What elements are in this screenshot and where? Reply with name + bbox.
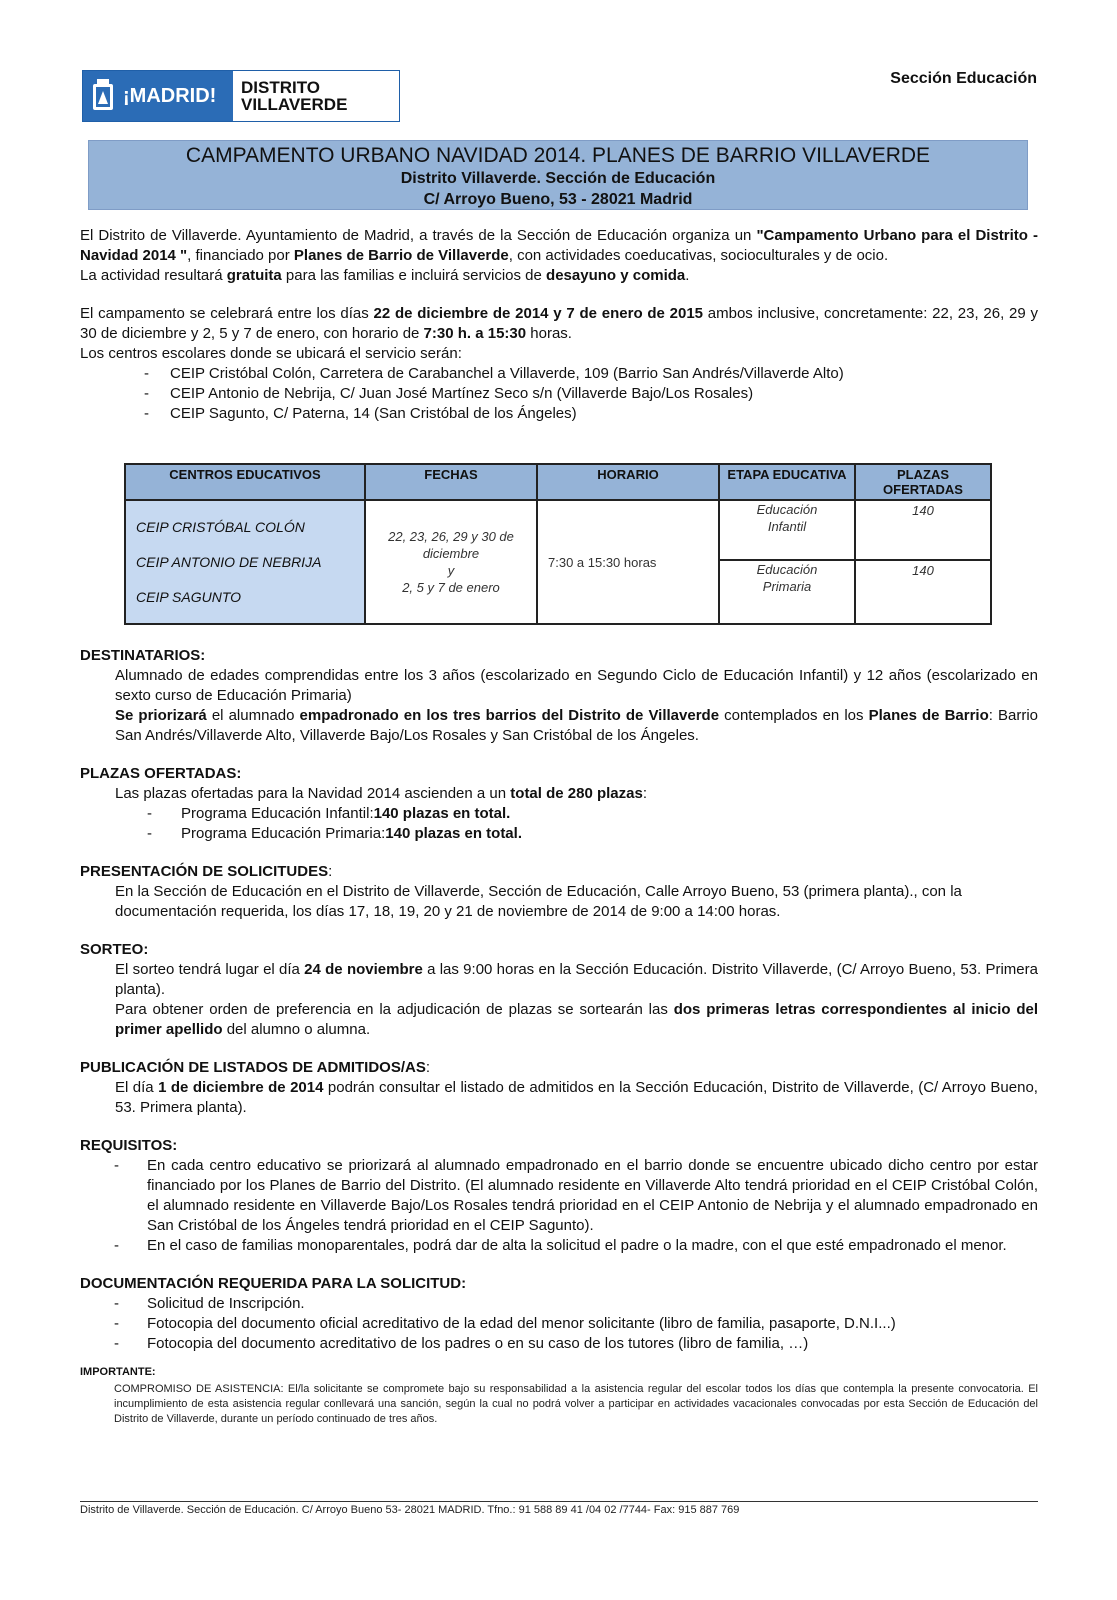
intro-campamento: "Campamento Urbano para el Distrito - Navidad 2014 " (80, 227, 1038, 264)
documento-item: Fotocopia del documento acreditativo de los padres o en su caso de los tutores (libro de familia, …) (147, 1335, 809, 1352)
hours-cell: 7:30 a 15:30 horas (537, 500, 719, 624)
schedule-table (124, 463, 992, 625)
logo-line1: DISTRITO (241, 78, 321, 97)
address-title: C/ Arroyo Bueno, 53 - 28021 Madrid (423, 191, 693, 208)
seats-cell (855, 560, 991, 624)
center-name: CEIP CRISTÓBAL COLÓN (136, 518, 305, 535)
plazas-item-value: 140 plazas en total. (385, 825, 522, 842)
intro-text: El Distrito de Villaverde. Ayuntamiento de Madrid, a través de la Sección de Educación organiza un (80, 227, 757, 244)
stage-primaria: Educación Primaria (756, 562, 818, 594)
sorteo-p2 (115, 1000, 1038, 1040)
presentacion-heading: PRESENTACIÓN DE SOLICITUDES (80, 863, 329, 880)
logo-district (233, 71, 347, 121)
barrios-text: : Barrio San Andrés/Villaverde Alto, Villaverde Bajo/Los Rosales y San Cristóbal de los Ángeles. (115, 707, 1039, 744)
sorteo-date: 24 de noviembre (304, 961, 423, 978)
plazas-section (80, 784, 1038, 844)
seats-primaria: 140 (912, 563, 934, 578)
plazas-list (115, 804, 1038, 844)
presentacion-heading-line (80, 862, 1038, 882)
centers-list (80, 364, 1038, 424)
publicacion-heading: PUBLICACIÓN DE LISTADOS DE ADMITIDOS/AS (80, 1059, 426, 1076)
document-body-2 (80, 646, 1038, 1427)
sorteo-text: El sorteo tendrá lugar el día (115, 961, 305, 978)
publicacion-text-2: podrán consultar el listado de admitidos en la Sección Educación, Distrito de Villaverde, (C/ Arroyo Bueno, 53. Primera planta). (115, 1079, 1038, 1116)
table-row (125, 500, 991, 560)
plazas-p1 (115, 784, 1038, 804)
document-body (80, 226, 1038, 424)
intro-text-3: , con actividades coeducativas, socioculturales y de ocio. (508, 247, 889, 264)
logo-line2: VILLAVERDE (241, 95, 348, 114)
documentacion-list (80, 1294, 1038, 1354)
col-header: PLAZAS OFERTADAS (855, 464, 991, 500)
madrid-villaverde-logo (82, 70, 400, 122)
publicacion-colon: : (425, 1059, 431, 1076)
destinatarios-p1: Alumnado de edades comprendidas entre los 3 años (escolarizado en Segundo Ciclo de Educación Infantil) y 12 años (escolarizado en sexto curso de Educación Primaria) (115, 667, 1038, 704)
gratuita-text: La actividad resultará (80, 267, 227, 284)
col-header: CENTROS EDUCATIVOS (125, 464, 365, 500)
intro-gratuita (80, 266, 1038, 286)
list-item: - Programa Educación Primaria: 140 plazas en total. (147, 825, 522, 842)
list-item: - Fotocopia del documento oficial acreditativo de la edad del menor solicitante (libro de familia, pasaporte, D.N.I...) (114, 1315, 896, 1332)
sorteo-p1 (115, 960, 1038, 1000)
presentacion-colon: : (328, 863, 333, 880)
requisitos-list (80, 1156, 1038, 1256)
gratuita-end: . (685, 267, 690, 284)
fechas-line: y (447, 563, 455, 578)
table-header-row (125, 464, 991, 500)
seats-infantil: 140 (912, 503, 934, 518)
dates-text: El campamento se celebrará entre los días (80, 305, 374, 322)
list-item: - En el caso de familias monoparentales, podrá dar de alta la solicitud el padre o la madre, con el que esté empadronado el menor. (114, 1237, 1007, 1254)
plazas-item-value: 140 plazas en total. (373, 805, 511, 822)
center-item: CEIP Sagunto, C/ Paterna, 14 (San Cristóbal de los Ángeles) (170, 405, 577, 422)
plazas-item-label: Programa Educación Infantil: (181, 805, 374, 822)
plazas-heading: PLAZAS OFERTADAS: (80, 765, 242, 782)
seats-cell (855, 500, 991, 560)
list-item: - CEIP Cristóbal Colón, Carretera de Carabanchel a Villaverde, 109 (Barrio San Andrés/Villaverde Alto) (144, 365, 844, 382)
centers-cell (125, 500, 365, 624)
col-header: FECHAS (365, 464, 537, 500)
requisito-item: En el caso de familias monoparentales, podrá dar de alta la solicitud el padre o la madre, con el que esté empadronado el menor. (147, 1237, 1007, 1254)
desayuno-bold: desayuno y comida (546, 267, 686, 284)
intro-planes: Planes de Barrio de Villaverde (293, 247, 509, 264)
centers-intro: Los centros escolares donde se ubicará el servicio serán: (80, 345, 462, 362)
intro-text-2: , financiado por (187, 247, 294, 264)
hours-bold: 7:30 h. a 15:30 (423, 325, 527, 342)
stage-cell (719, 560, 855, 624)
planes-bold: Planes de Barrio (868, 707, 989, 724)
documento-item: Solicitud de Inscripción. (147, 1295, 305, 1312)
center-name: CEIP ANTONIO DE NEBRIJA (136, 553, 322, 570)
title-box (88, 140, 1028, 210)
destinatarios-p2 (115, 706, 1038, 746)
center-item: CEIP Cristóbal Colón, Carretera de Carabanchel a Villaverde, 109 (Barrio San Andrés/Villaverde Alto) (170, 365, 844, 382)
prioriza-text-2: contemplados en los (719, 707, 869, 724)
destinatarios-heading: DESTINATARIOS: (80, 647, 206, 664)
plazas-total: total de 280 plazas (510, 785, 643, 802)
sorteo-text-4: del alumno o alumna. (222, 1021, 371, 1038)
sorteo-letters: dos primeras letras correspondientes al inicio del primer apellido (115, 1001, 1038, 1038)
main-title: CAMPAMENTO URBANO NAVIDAD 2014. PLANES DE BARRIO VILLAVERDE (185, 144, 931, 167)
col-header: ETAPA EDUCATIVA (719, 464, 855, 500)
requisito-item: En cada centro educativo se priorizará al alumnado empadronado en el barrio donde se encuentre ubicado dicho centro por estar financiado por los Planes de Barrio del Distrito. (El alumnado residente en Villaverde Alto tendrá prioridad en el CEIP Cristóbal Colón, el alumnado residente en Villaverde Bajo/Los Rosales tendrá prioridad en el CEIP Antonio de Nebrija y el alumnado empadronado en San Cristóbal de los Ángeles tendrá prioridad en el CEIP Sagunto). (147, 1157, 1038, 1234)
fechas-line: 22, 23, 26, 29 y 30 de diciembre (388, 529, 514, 561)
sorteo-section (80, 960, 1038, 1040)
documento-item: Fotocopia del documento oficial acreditativo de la edad del menor solicitante (libro de familia, pasaporte, D.N.I...) (147, 1315, 896, 1332)
col-header: HORARIO (537, 464, 719, 500)
fechas-line: 2, 5 y 7 de enero (402, 580, 500, 595)
list-item: - Solicitud de Inscripción. (114, 1295, 305, 1312)
section-label: Sección Educación (890, 70, 1037, 87)
dates-paragraph (80, 304, 1038, 344)
list-item: - CEIP Sagunto, C/ Paterna, 14 (San Cristóbal de los Ángeles) (144, 405, 577, 422)
subtitle: Distrito Villaverde. Sección de Educación (400, 170, 716, 187)
importante-heading: IMPORTANTE: (80, 1366, 156, 1378)
publicacion-heading-line (80, 1058, 1038, 1078)
plazas-colon: : (642, 785, 648, 802)
prioriza-text: el alumnado (206, 707, 300, 724)
logo-blue-panel (83, 71, 233, 121)
plazas-item-label: Programa Educación Primaria: (181, 825, 386, 842)
gratuita-bold: gratuita (226, 267, 282, 284)
stage-infantil: Educación Infantil (756, 502, 818, 534)
publicacion-date: 1 de diciembre de 2014 (158, 1079, 324, 1096)
footer-address: Distrito de Villaverde. Sección de Educación. C/ Arroyo Bueno 53- 28021 MADRID. Tfno.: 91 588 89 41 /04 02 /7744- Fax: 915 887 769 (80, 1504, 740, 1516)
sorteo-text-2: a las 9:00 horas en la Sección Educación. Distrito Villaverde, (C/ Arroyo Bueno, 53. Primera planta). (115, 961, 1038, 998)
intro-paragraph (80, 226, 1038, 266)
destinatarios-section (80, 666, 1038, 746)
sorteo-heading: SORTEO: (80, 941, 149, 958)
dates-end: horas. (526, 325, 572, 342)
list-item: - Fotocopia del documento acreditativo de los padres o en su caso de los tutores (libro de familia, …) (114, 1335, 809, 1352)
dates-bold: 22 de diciembre de 2014 y 7 de enero de 2015 (373, 305, 704, 322)
center-name: CEIP SAGUNTO (136, 588, 242, 605)
requisitos-heading: REQUISITOS: (80, 1137, 178, 1154)
dates-cell (365, 500, 537, 624)
importante-text: COMPROMISO DE ASISTENCIA: El/la solicitante se compromete bajo su responsabilidad a la asistencia regular del escolar todos los días que contempla la presente convocatoria. El incumplimiento de esta asistencia regular conllevará una sanción, según la cual no podrá volver a participar en actividades vacacionales convocadas por esta Sección de Educación del Distrito de Villaverde, durante un período continuado de tres años. (114, 1383, 1038, 1425)
prioriza-bold: Se priorizará (115, 707, 207, 724)
dates-text-2: ambos inclusive, concretamente: 22, 23, 26, 29 y 30 de diciembre y 2, 5 y 7 de enero, con horario de (80, 305, 1038, 342)
footer-divider (80, 1501, 1038, 1502)
list-item: - Programa Educación Infantil: 140 plazas en total. (147, 805, 511, 822)
documentacion-heading: DOCUMENTACIÓN REQUERIDA PARA LA SOLICITUD: (80, 1275, 467, 1292)
sorteo-text-3: Para obtener orden de preferencia en la adjudicación de plazas se sortearán las (115, 1001, 674, 1018)
stage-cell (719, 500, 855, 560)
gratuita-text-2: para las familias e incluirá servicios de (281, 267, 547, 284)
presentacion-p1: En la Sección de Educación en el Distrito de Villaverde, Sección de Educación, Calle Arroyo Bueno, 53 (primera planta)., con la documentación requerida, los días 17, 18, 19, 20 y 21 de noviembre de 2014 de 9:00 a 14:00 horas. (115, 883, 962, 920)
madrid-crest-icon (91, 78, 115, 114)
publicacion-text: El día (115, 1079, 159, 1096)
publicacion-p1 (80, 1078, 1038, 1118)
list-item: - En cada centro educativo se priorizará al alumnado empadronado en el barrio donde se encuentre ubicado dicho centro por estar financiado por los Planes de Barrio del Distrito. (El alumnado residente en Villaverde Alto tendrá prioridad en el CEIP Cristóbal Colón, el alumnado residente en Villaverde Bajo/Los Rosales tendrá prioridad en el CEIP Antonio de Nebrija y el alumnado empadronado en San Cristóbal de los Ángeles tendrá prioridad en el CEIP Sagunto). (114, 1157, 1038, 1234)
list-item: - CEIP Antonio de Nebrija, C/ Juan José Martínez Seco s/n (Villaverde Bajo/Los Rosales) (144, 385, 754, 402)
empadronado-bold: empadronado en los tres barrios del Distrito de Villaverde (299, 707, 720, 724)
center-item: CEIP Antonio de Nebrija, C/ Juan José Martínez Seco s/n (Villaverde Bajo/Los Rosales) (170, 385, 754, 402)
logo-brand: ¡MADRID! (123, 84, 217, 107)
plazas-text: Las plazas ofertadas para la Navidad 2014 ascienden a un (115, 785, 511, 802)
